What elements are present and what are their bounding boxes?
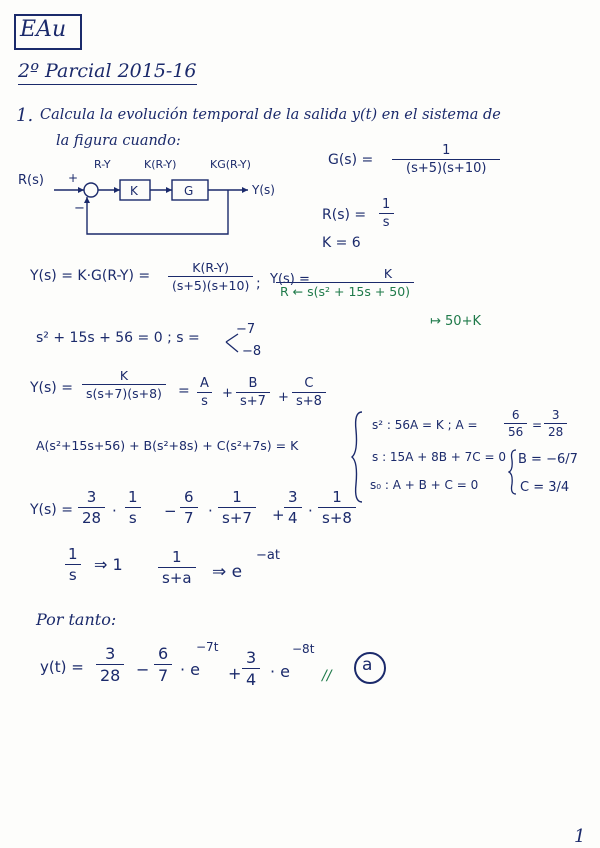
a-value-num: 3 — [551, 408, 560, 422]
step5-dot2: · — [208, 502, 213, 520]
final-t1-num: 3 — [105, 644, 116, 663]
step5-t3b-num: 1 — [332, 488, 342, 506]
diagram-g-output-label: KG(R-Y) — [210, 158, 251, 171]
circled-answer-label: a — [362, 655, 373, 675]
step2-equation: s² + 15s + 56 = 0 ; s = — [36, 330, 200, 346]
header-box-label: EAu — [20, 17, 67, 42]
step2-root2: −8 — [242, 344, 262, 359]
g-denominator: (s+5)(s+10) — [392, 159, 500, 176]
final-exp-base2: · e — [270, 662, 291, 681]
system-eq3: s₀ : A + B + C = 0 — [370, 478, 479, 492]
final-t2 — [154, 644, 172, 685]
a-fraction — [504, 408, 527, 439]
step5-t3b-den: s+8 — [318, 507, 356, 527]
step3-b-num: B — [248, 376, 258, 391]
step5-t1b-num: 1 — [128, 488, 138, 506]
step5-t2-num: 6 — [184, 488, 194, 506]
step3-plus1: + — [222, 386, 233, 401]
exam-title: 2º Parcial 2015-16 — [18, 60, 197, 85]
problem-statement-line1: Calcula la evolución temporal de la salida y(t) en el sistema de — [40, 107, 501, 123]
transform-pair1-fraction — [64, 545, 82, 584]
a-fraction-den: 56 — [504, 423, 527, 439]
final-exp-base1: · e — [180, 660, 201, 679]
c-value: C = 3/4 — [520, 480, 570, 495]
step5-t1-num: 3 — [86, 488, 97, 506]
diagram-minus-sign: − — [74, 201, 85, 216]
r-definition-lhs: R(s) = — [322, 207, 367, 223]
diagram-output-label: Y(s) — [252, 183, 275, 197]
step3-denominator: s(s+7)(s+8) — [82, 384, 166, 401]
step3-a-num: A — [200, 376, 209, 391]
a-value-den: 28 — [544, 423, 567, 439]
system-eq1: s² : 56A = K ; A = — [372, 418, 478, 432]
step3-plus2: + — [278, 390, 289, 405]
final-t1 — [96, 644, 124, 685]
a-equals: = — [532, 418, 543, 432]
step5-t2b-num: 1 — [232, 488, 242, 506]
a-value — [544, 408, 567, 439]
step1-denominator: (s+5)(s+10) — [168, 276, 253, 293]
k-value: K = 6 — [322, 235, 361, 251]
transform-pair2-exponent: −at — [256, 548, 280, 563]
step3-term-a — [196, 376, 213, 409]
step1-denominator2: R ← s(s² + 15s + 50) — [276, 282, 414, 299]
transform1-den: s — [65, 564, 81, 584]
transform-pair1-result: ⇒ 1 — [94, 555, 123, 574]
page-number: 1 — [574, 826, 586, 847]
final-t3-num: 3 — [246, 648, 257, 667]
step5-t3-den: 4 — [284, 507, 302, 527]
step1-numerator2: K — [383, 266, 393, 281]
transform1-num: 1 — [68, 545, 78, 563]
step3-lhs: Y(s) = — [30, 380, 73, 396]
step1-note: ↦ 50+K — [430, 314, 481, 329]
step5-plus: + — [272, 506, 285, 524]
step3-term-b — [236, 376, 270, 409]
end-marks: // — [322, 668, 332, 684]
step3-c-num: C — [304, 376, 314, 391]
step5-t2 — [180, 488, 198, 527]
g-numerator: 1 — [442, 143, 451, 158]
transform-pair2-result: ⇒ e — [212, 562, 243, 582]
step3-numerator: K — [119, 368, 129, 383]
final-plus: + — [228, 664, 242, 683]
step5-dot3: · — [308, 502, 313, 520]
step1-separator: ; — [256, 276, 261, 292]
step5-t1b — [124, 488, 142, 527]
step3-c-den: s+8 — [292, 392, 326, 409]
g-definition-lhs: G(s) = — [328, 152, 374, 168]
r-denominator: s — [379, 213, 394, 230]
solution-brace — [508, 448, 518, 496]
diagram-error-label: R-Y — [94, 158, 111, 171]
step5-t3 — [284, 488, 302, 527]
root-split-strokes — [224, 330, 244, 360]
block-diagram — [12, 152, 312, 242]
g-definition-fraction — [392, 143, 500, 176]
step3-term-c — [292, 376, 326, 409]
step3-a-den: s — [197, 392, 212, 409]
final-t1-den: 28 — [96, 664, 124, 685]
step5-t3-num: 3 — [288, 488, 298, 506]
transform2-num: 1 — [172, 548, 182, 566]
step5-t1-den: 28 — [78, 507, 105, 527]
conclusion-text: Por tanto: — [36, 610, 117, 629]
step5-dot1: · — [112, 502, 117, 520]
final-lhs: y(t) = — [40, 658, 84, 676]
step1-numerator: K(R-Y) — [192, 260, 230, 275]
g-block-label: G — [184, 184, 194, 198]
step2-root1: −7 — [236, 322, 256, 337]
transform-pair2-fraction — [158, 548, 196, 587]
transform2-den: s+a — [158, 567, 196, 587]
step5-t3b — [318, 488, 356, 527]
step5-t1b-den: s — [125, 507, 141, 527]
step1-fraction2 — [276, 266, 414, 299]
step3-equals: = — [178, 383, 190, 399]
system-eq2: s : 15A + 8B + 7C = 0 — [372, 450, 506, 464]
final-minus: − — [136, 660, 150, 679]
step1-lhs: Y(s) = K·G(R-Y) = — [30, 268, 151, 284]
step5-t2b-den: s+7 — [218, 507, 256, 527]
step5-t1 — [78, 488, 105, 527]
final-t2-num: 6 — [158, 644, 169, 663]
final-t2-den: 7 — [154, 664, 172, 685]
final-exponent1: −7t — [196, 640, 219, 654]
k-block-label: K — [130, 184, 138, 198]
summing-junction — [84, 183, 98, 197]
step5-minus: − — [164, 502, 177, 520]
b-value: B = −6/7 — [518, 452, 578, 467]
step5-t2-den: 7 — [180, 507, 198, 527]
step3-b-den: s+7 — [236, 392, 270, 409]
r-numerator: 1 — [382, 197, 391, 212]
r-definition-fraction — [378, 197, 394, 230]
diagram-plus-sign: + — [68, 171, 79, 185]
final-exponent2: −8t — [292, 642, 315, 656]
problem-number: 1. — [16, 105, 34, 126]
step3-fraction — [82, 368, 166, 401]
step5-lhs: Y(s) = — [30, 502, 73, 518]
problem-statement-line2: la figura cuando: — [56, 133, 181, 149]
a-fraction-num: 6 — [511, 408, 520, 422]
final-t3 — [242, 648, 260, 689]
step1-lhs2: Y(s) = — [270, 272, 310, 287]
step4-identity: A(s²+15s+56) + B(s²+8s) + C(s²+7s) = K — [36, 438, 299, 453]
step1-fraction — [168, 260, 253, 293]
final-t3-den: 4 — [242, 668, 260, 689]
step5-t2b — [218, 488, 256, 527]
diagram-k-output-label: K(R-Y) — [144, 158, 177, 171]
diagram-input-label: R(s) — [18, 173, 44, 188]
